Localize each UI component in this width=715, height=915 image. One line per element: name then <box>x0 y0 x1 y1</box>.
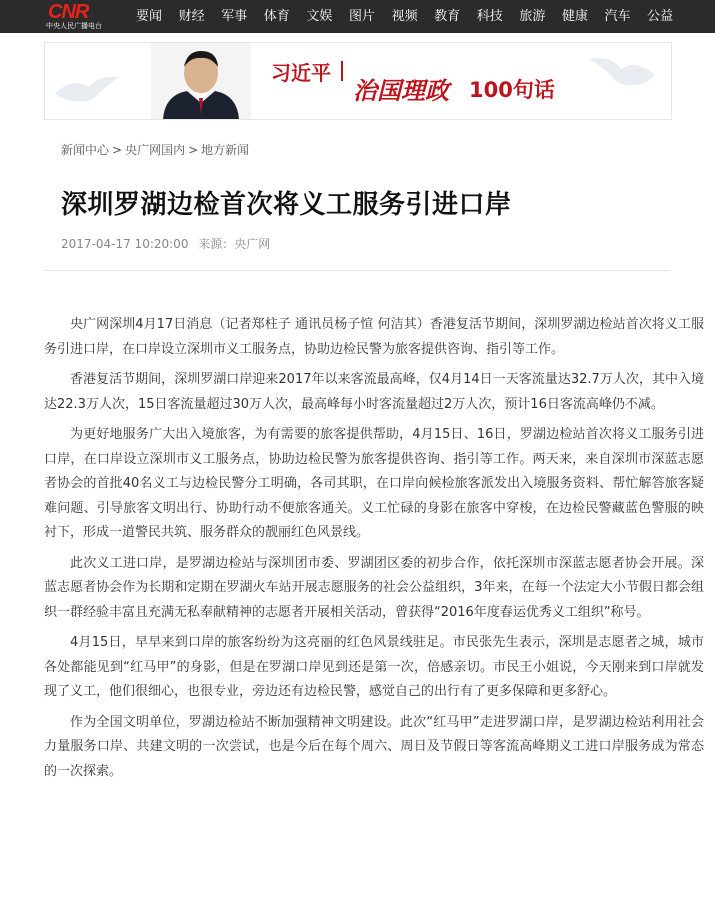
nav-item-video[interactable]: 视频 <box>391 9 418 24</box>
nav-item-travel[interactable]: 旅游 <box>519 9 546 24</box>
nav-item-education[interactable]: 教育 <box>434 9 461 24</box>
banner-separator <box>341 61 343 81</box>
banner-slogan: 治国理政 <box>353 76 449 105</box>
breadcrumb-news-center[interactable]: 新闻中心 <box>61 143 110 157</box>
article-title: 深圳罗湖边检首次将义工服务引进口岸 <box>61 190 512 220</box>
article-paragraph: 作为全国文明单位，罗湖边检站不断加强精神文明建设。此次“红马甲”走进罗湖口岸，是罗湖边检站利用社会力量服务口岸、共建文明的一次尝试，也是今后在每个周六、周日及节假日等客流高峰期义工进口岸服务成为常态的一次探索。 <box>44 714 704 779</box>
promo-banner[interactable] <box>44 42 672 120</box>
divider <box>44 270 670 271</box>
article-paragraph: 此次义工进口岸，是罗湖边检站与深圳团市委、罗湖团区委的初步合作，依托深圳市深蓝志愿者协会开展。深蓝志愿者协会作为长期和定期在罗湖火车站开展志愿服务的社会公益组织，3年来，在每一个法定大小节假日都会组织一群经验丰富且充满无私奉献精神的志愿者开展相关活动，曾获得“2016年度春运优秀义工组织”称号。 <box>44 555 704 620</box>
publish-datetime: 2017-04-17 10:20:00 <box>61 237 189 251</box>
banner-name: 习近平 <box>271 61 331 85</box>
nav-item-auto[interactable]: 汽车 <box>604 9 631 24</box>
article-meta <box>61 235 270 252</box>
banner-count: 100句话 <box>469 78 555 102</box>
dove-icon <box>585 53 657 93</box>
nav-item-finance[interactable]: 财经 <box>178 9 205 24</box>
top-nav-bar <box>0 0 715 33</box>
nav-item-sports[interactable]: 体育 <box>263 9 290 24</box>
logo-mark: CNR <box>48 1 89 23</box>
nav-item-photos[interactable]: 图片 <box>348 9 375 24</box>
breadcrumb-separator: > <box>188 143 199 157</box>
breadcrumb-local-news[interactable]: 地方新闻 <box>201 143 250 157</box>
nav-item-charity[interactable]: 公益 <box>647 9 674 24</box>
breadcrumb-domestic[interactable]: 央广网国内 <box>125 143 186 157</box>
nav-item-entertainment[interactable]: 文娱 <box>306 9 333 24</box>
nav-item-tech[interactable]: 科技 <box>476 9 503 24</box>
breadcrumb <box>61 141 249 158</box>
nav-item-news[interactable]: 要闻 <box>136 9 163 24</box>
nav-item-health[interactable]: 健康 <box>561 9 588 24</box>
article-paragraph: 4月15日，早早来到口岸的旅客纷纷为这亮丽的红色风景线驻足。市民张先生表示，深圳是志愿者之城，城市各处都能见到“红马甲”的身影，但是在罗湖口岸见到还是第一次，倍感亲切。市民王小姐说，今天刚来到口岸就发现了义工，他们很细心，也很专业，旁边还有边检民警，感觉自己的出行有了更多保障和更多舒心。 <box>44 635 704 699</box>
article-body <box>44 313 704 790</box>
article-source: 来源：央广网 <box>198 237 271 251</box>
breadcrumb-separator: > <box>112 143 123 157</box>
article-paragraph: 为更好地服务广大出入境旅客，为有需要的旅客提供帮助，4月15日、16日，罗湖边检站首次将义工服务引进口岸，在口岸设立深圳市义工服务点，协助边检民警为旅客提供咨询、指引等工作。两天来，来自深圳市深蓝志愿者协会的首批40名义工与边检民警分工明确，各司其职，在口岸向候检旅客派发出入境服务资料、帮忙解答旅客疑难问题、引导旅客文明出行、协助行动不便旅客通关。义工忙碌的身影在旅客中穿梭，在边检民警藏蓝色警服的映衬下，形成一道警民共筑、服务群众的靓丽红色风景线。 <box>44 427 704 540</box>
portrait-photo <box>151 43 251 119</box>
cnr-logo[interactable] <box>0 0 100 33</box>
nav-item-military[interactable]: 军事 <box>221 9 248 24</box>
dove-icon <box>53 73 123 107</box>
article-paragraph: 央广网深圳4月17日消息（记者郑柱子 通讯员杨子愃 何洁其）香港复活节期间，深圳罗湖边检站首次将义工服务引进口岸，在口岸设立深圳市义工服务点，协助边检民警为旅客提供咨询、指引等工作。 <box>44 317 704 357</box>
channel-nav <box>136 0 690 33</box>
logo-subtitle: 中央人民广播电台 <box>46 22 102 30</box>
article-paragraph: 香港复活节期间，深圳罗湖口岸迎来2017年以来客流最高峰，仅4月14日一天客流量达32.7万人次，其中入境达22.3万人次，15日客流量超过30万人次，最高峰每小时客流量超过2万人次，预计16日客流高峰仍不减。 <box>44 372 704 412</box>
